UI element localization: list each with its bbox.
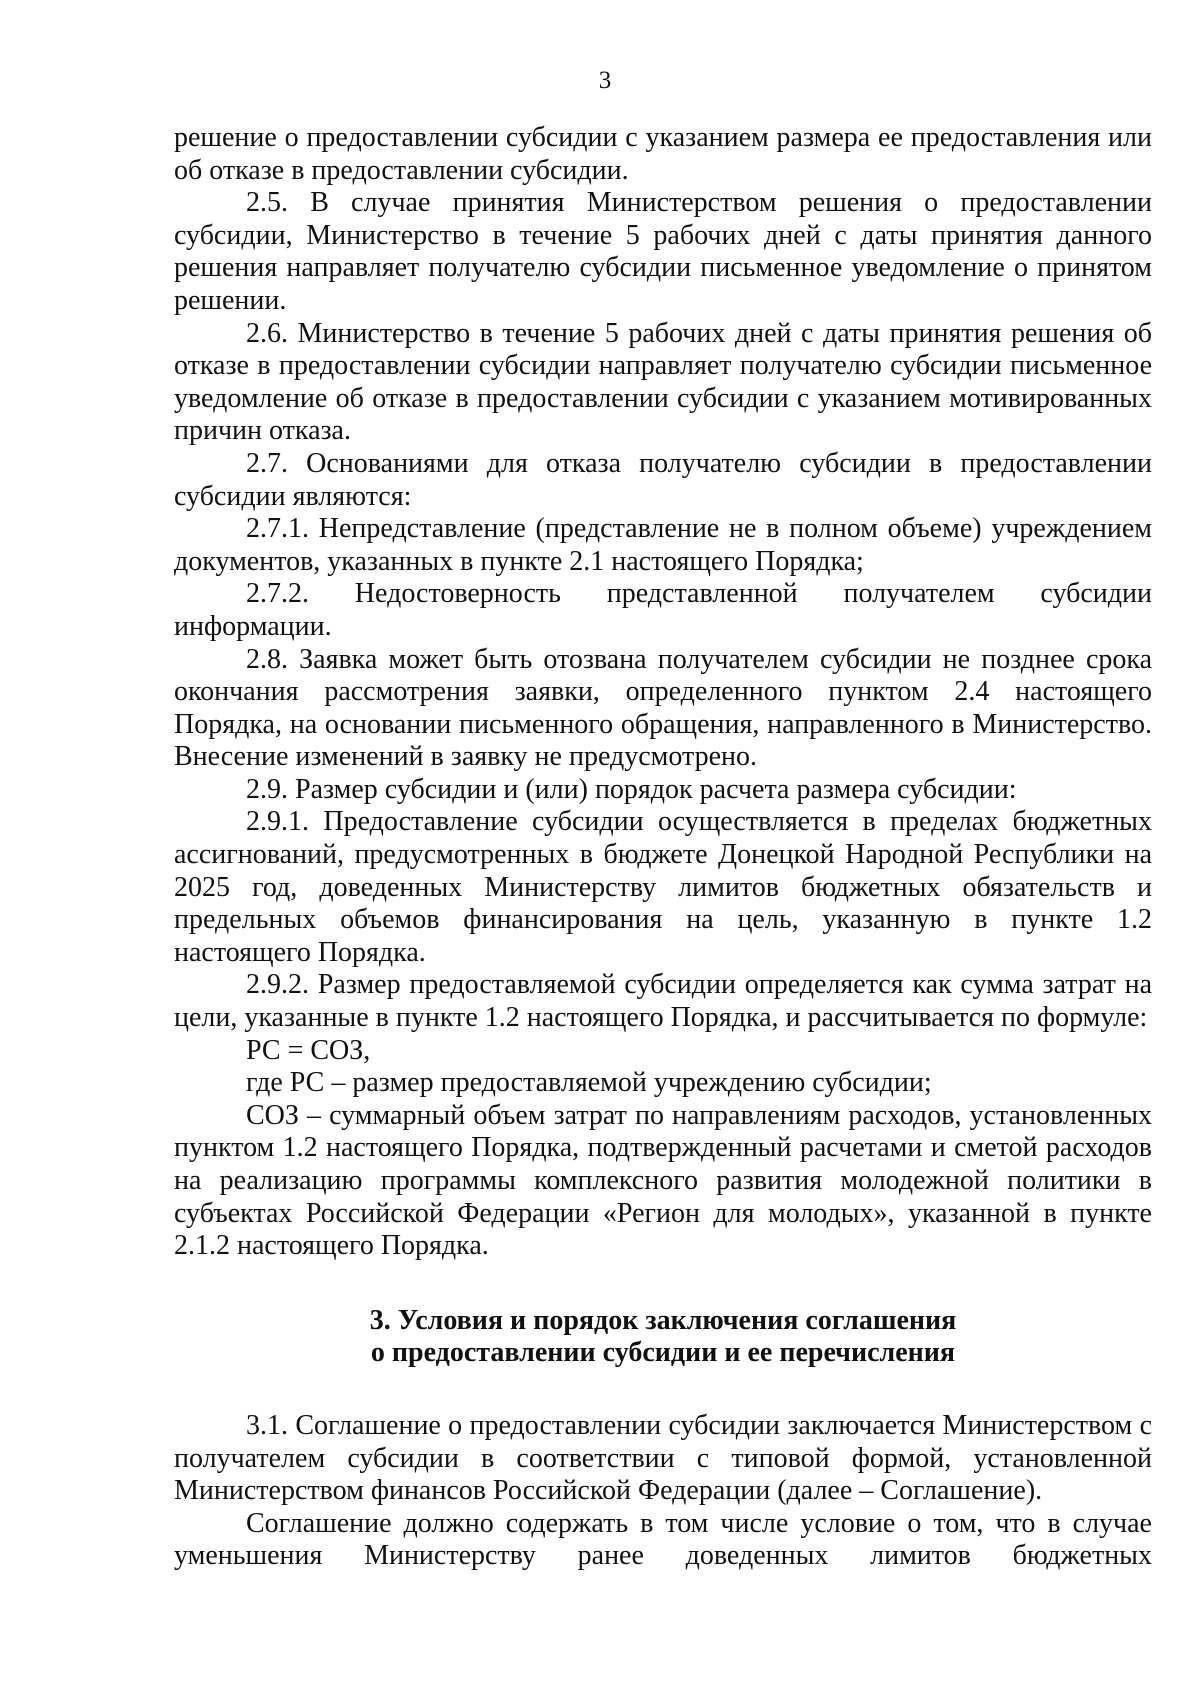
- paragraph-2-5: 2.5. В случае принятия Министерством решения о предоставлении субсидии, Министерство в течение 5 рабочих дней с даты принятия данного решения направляет получателю субсидии письменное уведомление о принятом решении.: [174, 187, 1152, 316]
- paragraph-agreement: Соглашение должно содержать в том числе условие о том, что в случае уменьшения Министерству ранее доведенных лимитов бюджетных: [174, 1507, 1152, 1572]
- paragraphs-before-section-3: [174, 122, 1152, 1263]
- paragraph-where-rs: где РС – размер предоставляемой учреждению субсидии;: [246, 1067, 932, 1099]
- paragraph-soz: СОЗ – суммарный объем затрат по направлениям расходов, установленных пунктом 1.2 настоящего Порядка, подтвержденный расчетами и сметой расходов на реализацию программы комплексного развития молодежной политики в субъектах Российской Федерации «Регион для молодых», указанной в пункте 2.1.2 настоящего Порядка.: [174, 1099, 1152, 1262]
- paragraph-2-9-1: 2.9.1. Предоставление субсидии осуществляется в пределах бюджетных ассигнований, предусмотренных в бюджете Донецкой Народной Республики на 2025 год, доведенных Министерству лимитов бюджетных обязательств и предельных объемов финансирования на цель, указанную в пункте 1.2 настоящего Порядка.: [174, 806, 1152, 968]
- section-heading-3: [174, 1305, 1152, 1370]
- paragraph-continuation: решение о предоставлении субсидии с указанием размера ее предоставления или об отказе в предоставлении субсидии.: [174, 122, 1152, 186]
- paragraph-2-7: 2.7. Основаниями для отказа получателю субсидии в предоставлении субсидии являются:: [174, 447, 1152, 512]
- section-heading-line-2: о предоставлении субсидии и ее перечисления: [370, 1337, 956, 1369]
- paragraph-2-6: 2.6. Министерство в течение 5 рабочих дней с даты принятия решения об отказе в предоставлении субсидии направляет получателю субсидии письменное уведомление об отказе в предоставлении субсидии с указанием мотивированных причин отказа.: [174, 317, 1152, 447]
- paragraph-formula: РС = СОЗ,: [246, 1034, 371, 1066]
- paragraph-2-9: 2.9. Размер субсидии и (или) порядок расчета размера субсидии:: [246, 773, 1017, 805]
- paragraph-2-7-1: 2.7.1. Непредставление (представление не в полном объеме) учреждением документов, указанных в пункте 2.1 настоящего Порядка;: [174, 513, 1152, 577]
- paragraph-2-7-2: 2.7.2. Недостоверность представленной получателем субсидии информации.: [174, 578, 1152, 642]
- paragraph-2-8: 2.8. Заявка может быть отозвана получателем субсидии не позднее срока окончания рассмотрения заявки, определенного пунктом 2.4 настоящего Порядка, на основании письменного обращения, направленного в Министерство. Внесение изменений в заявку не предусмотрено.: [174, 643, 1152, 773]
- page-number: 3: [598, 67, 612, 94]
- section-heading-line-1: 3. Условия и порядок заключения соглашения: [369, 1304, 957, 1336]
- paragraph-2-9-2: 2.9.2. Размер предоставляемой субсидии определяется как сумма затрат на цели, указанные в пункте 1.2 настоящего Порядка, и рассчитывается по формуле:: [174, 969, 1152, 1034]
- paragraphs-section-3: [174, 1410, 1152, 1573]
- paragraph-3-1: 3.1. Соглашение о предоставлении субсидии заключается Министерством с получателем субсидии в соответствии с типовой формой, установленной Министерством финансов Российской Федерации (далее – Соглашение).: [174, 1409, 1152, 1507]
- document-body: [174, 122, 1152, 1573]
